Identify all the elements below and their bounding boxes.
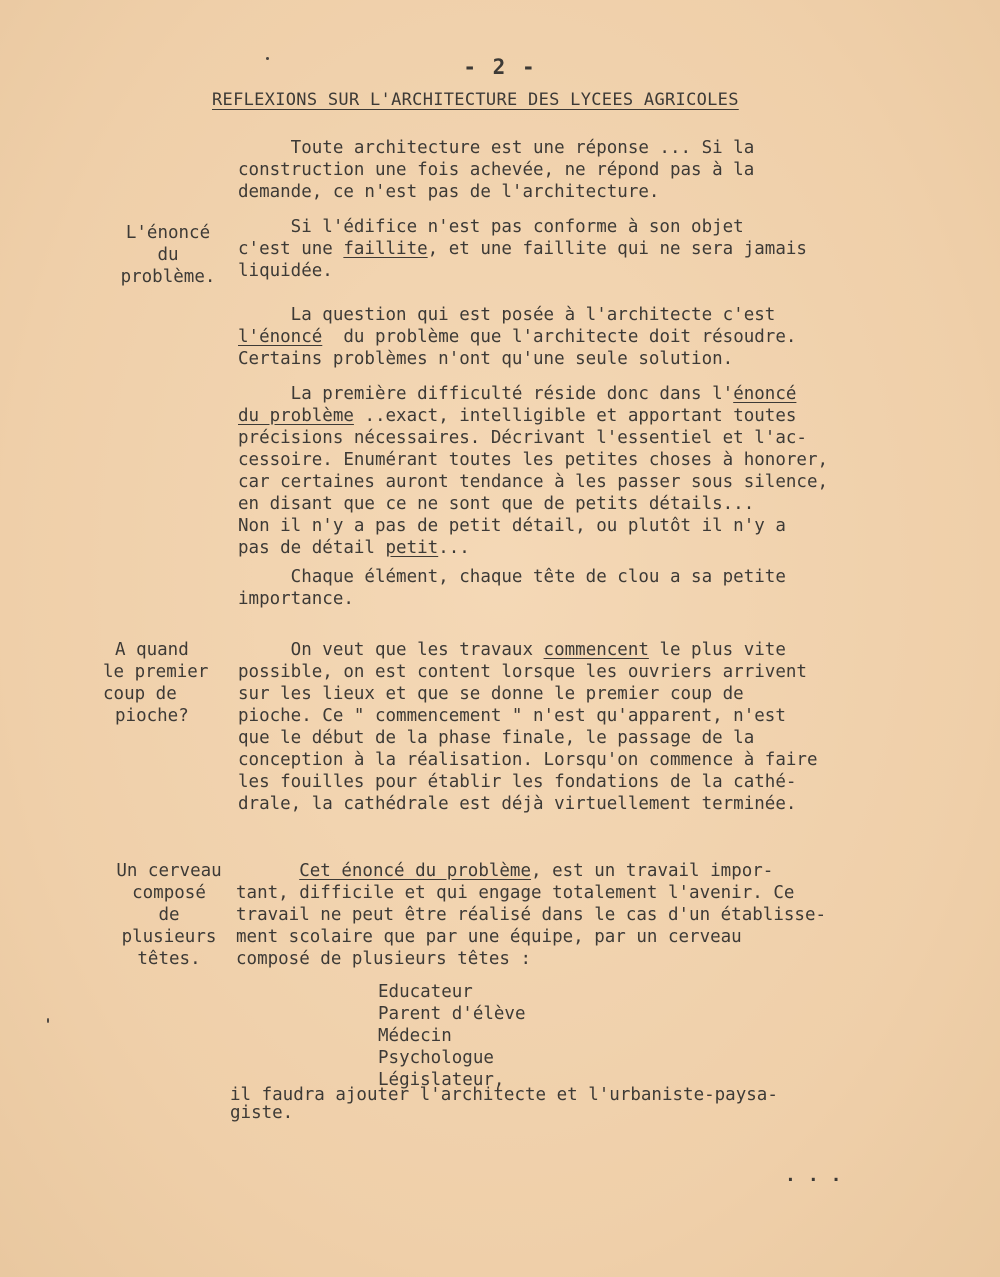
text-line: il faudra ajouter l'architecte et l'urbaniste-paysa- [230, 1085, 778, 1105]
text-line: liquidée. [238, 261, 333, 281]
underlined-word: faillite [343, 239, 428, 259]
margin-note-pioche [103, 639, 231, 727]
paragraph-chaque-element [238, 566, 928, 610]
text-span: du problème que l'architecte doit résoudre. [322, 327, 797, 347]
team-member-list [378, 981, 526, 1091]
closing-paragraph [230, 1086, 920, 1122]
margin-line: du [157, 245, 179, 265]
text-line [238, 405, 928, 427]
continuation-dots: ... [785, 1165, 854, 1186]
text-line: pioche. Ce " commencement " n'est qu'apparent, n'est [238, 706, 786, 726]
margin-note-enonce [103, 222, 233, 288]
intro-line: Toute architecture est une réponse ... Si la [238, 138, 755, 158]
text-span: On veut que les travaux [238, 640, 544, 660]
page-number: - 2 - [463, 55, 537, 79]
intro-line: demande, ce n'est pas de l'architecture. [238, 182, 660, 202]
margin-line: coup de [103, 684, 177, 704]
paper-speck [266, 57, 269, 60]
text-line: Chaque élément, chaque tête de clou a sa petite [238, 567, 786, 587]
margin-line: composé [132, 883, 206, 903]
underlined-word: commencent [543, 640, 649, 660]
text-span: le plus vite [648, 640, 786, 660]
text-line: tant, difficile et qui engage totalement l'avenir. Ce [236, 883, 795, 903]
text-line [238, 639, 928, 661]
margin-line: A quand [115, 640, 189, 660]
text-line: travail ne peut être réalisé dans le cas d'un établisse- [236, 905, 827, 925]
list-item: Educateur [378, 982, 473, 1002]
paper-speck [47, 1018, 49, 1023]
margin-note-cerveau [110, 860, 228, 970]
text-span: c'est une [238, 239, 344, 259]
text-line: car certaines auront tendance à les passer sous silence, [238, 472, 829, 492]
text-line: possible, on est content lorsque les ouvriers arrivent [238, 662, 807, 682]
paragraph-faillite [238, 216, 928, 282]
text-span: ... [438, 538, 470, 558]
text-line: cessoire. Enumérant toutes les petites choses à honorer, [238, 450, 829, 470]
text-line: La question qui est posée à l'architecte c'est [238, 305, 776, 325]
text-line: en disant que ce ne sont que de petits détails... [238, 494, 755, 514]
list-item: Médecin [378, 1026, 452, 1046]
list-item: Psychologue [378, 1048, 494, 1068]
paragraph-difficulte [238, 383, 928, 559]
text-line: conception à la réalisation. Lorsqu'on commence à faire [238, 750, 818, 770]
underlined-phrase: Cet énoncé du problème [299, 861, 532, 881]
text-line: précisions nécessaires. Décrivant l'essentiel et l'ac- [238, 428, 807, 448]
margin-line: pioche? [115, 706, 189, 726]
underlined-word: du problème [238, 406, 354, 426]
margin-line: problème. [120, 267, 216, 287]
text-line [238, 238, 928, 260]
text-line [238, 326, 928, 348]
text-line: sur les lieux et que se donne le premier coup de [238, 684, 744, 704]
text-line [238, 383, 928, 405]
document-title: REFLEXIONS SUR L'ARCHITECTURE DES LYCEES AGRICOLES [212, 90, 739, 110]
paragraph-pioche [238, 639, 928, 815]
text-span: La première difficulté réside donc dans l' [238, 384, 734, 404]
margin-line: le premier [103, 662, 209, 682]
underlined-word: l'énoncé [238, 327, 323, 347]
text-line: Si l'édifice n'est pas conforme à son objet [238, 217, 744, 237]
text-span: pas de détail [238, 538, 386, 558]
text-line: composé de plusieurs têtes : [236, 949, 532, 969]
margin-line: Un cerveau [116, 861, 222, 881]
list-item: Parent d'élève [378, 1004, 526, 1024]
paragraph-cerveau [236, 860, 926, 970]
underlined-word: petit [385, 538, 439, 558]
margin-line: L'énoncé [125, 223, 211, 243]
text-line: Certains problèmes n'ont qu'une seule solution. [238, 349, 734, 369]
margin-line: de [158, 905, 180, 925]
text-line: ment scolaire que par une équipe, par un cerveau [236, 927, 742, 947]
text-span: ..exact, intelligible et apportant toutes [353, 406, 797, 426]
text-line [238, 537, 928, 559]
intro-line: construction une fois achevée, ne répond pas à la [238, 160, 755, 180]
text-line: les fouilles pour établir les fondations de la cathé- [238, 772, 797, 792]
text-line: drale, la cathédrale est déjà virtuellement terminée. [238, 794, 797, 814]
margin-line: plusieurs [121, 927, 217, 947]
text-span: , et une faillite qui ne sera jamais [427, 239, 807, 259]
text-line: importance. [238, 589, 354, 609]
text-line: giste. [230, 1103, 294, 1123]
text-line: Non il n'y a pas de petit détail, ou plutôt il n'y a [238, 516, 786, 536]
margin-line: têtes. [137, 949, 201, 969]
paragraph-question [238, 304, 928, 370]
text-line [236, 860, 926, 882]
list-item: Législateur, [378, 1070, 505, 1090]
text-line: que le début de la phase finale, le passage de la [238, 728, 755, 748]
underlined-word: énoncé [733, 384, 797, 404]
text-span: , est un travail impor- [531, 861, 774, 881]
intro-paragraph [238, 137, 928, 203]
